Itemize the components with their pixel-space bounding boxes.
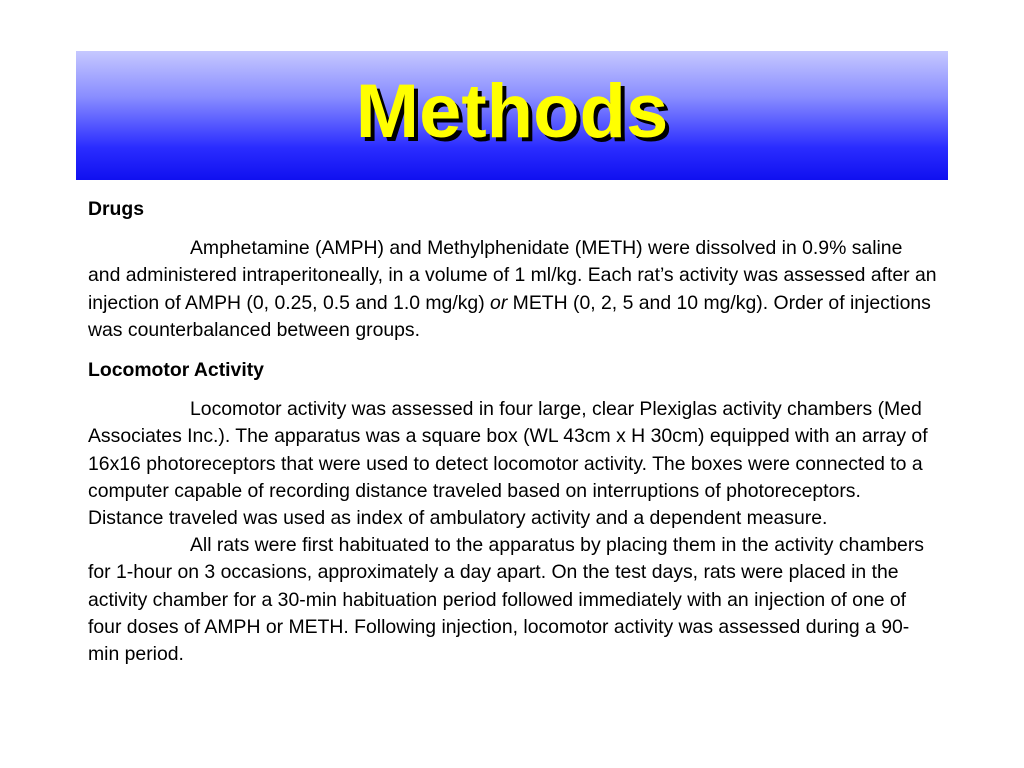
drugs-heading: Drugs xyxy=(88,198,145,220)
locomotor-paragraph-2: All rats were first habituated to the apparatus by placing them in the activity chambers for 1-hour on 3 occasions, approximately a day apart. On the test days, rats were placed in the activity chamber for a 30-min habituation period followed immediately with an injection of one of four doses of AMPH or METH. Following injection, locomotor activity was assessed during a 90-min period. xyxy=(88,534,924,666)
drugs-paragraph-text-1: Amphetamine (AMPH) and Methylphenidate (METH) were dissolved in 0.9% saline and administered intraperitoneally, in a volume of 1 ml/kg. Each rat’s activity was assessed after an injection of AMPH (0, 0.25, 0.5 and 1.0 mg/kg) xyxy=(88,237,937,314)
drugs-paragraph-or: or xyxy=(490,291,508,314)
title-banner xyxy=(76,51,948,180)
drugs-paragraph xyxy=(88,235,940,344)
locomotor-heading: Locomotor Activity xyxy=(88,359,264,382)
locomotor-paragraph-1: Locomotor activity was assessed in four large, clear Plexiglas activity chambers (Med Associates Inc.). The apparatus was a square box (WL 43cm x H 30cm) equipped with an array of 16x16 photoreceptors that were used to detect locomotor activity. The boxes were connected to a computer capable of recording distance traveled based on interruptions of photoreceptors. Distance traveled was used as index of ambulatory activity and a dependent measure. xyxy=(88,398,928,530)
slide-title: Methods xyxy=(355,68,669,154)
drugs-paragraph-text-2: METH (0, 2, 5 and 10 mg/kg). Order of injections was counterbalanced between groups. xyxy=(88,291,931,341)
slide-content xyxy=(88,196,940,668)
